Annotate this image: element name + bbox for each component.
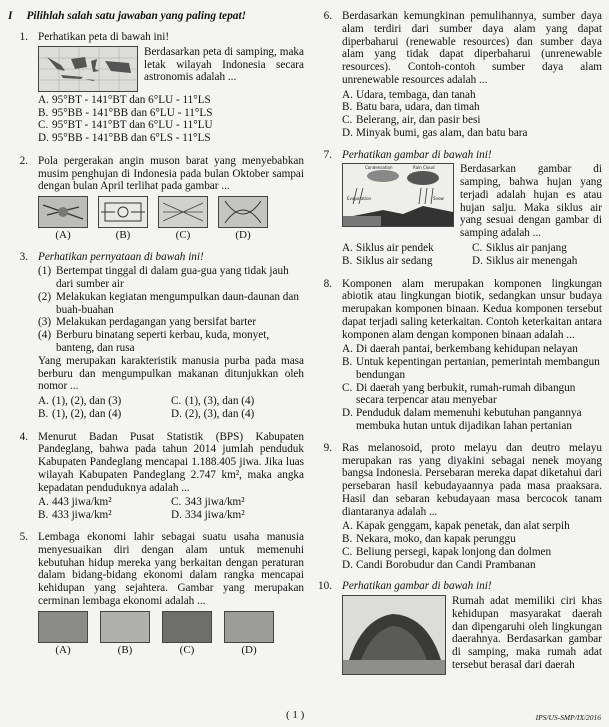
photo-d-image xyxy=(224,611,274,643)
photo-b-image xyxy=(100,611,150,643)
question-text: Ras melanosoid, proto melayu dan deutro melayu merupakan ras yang diyakini sebagai nenek moyang bangsa Indonesia. Persebaran mereka dapat diketahui dari persebaran hasil kebudayaannya pada masa praaksara. Hasil dan sebaran kebudayaan masa bercocok tanam diantaranya adalah ... xyxy=(342,441,602,518)
question-number: 9. xyxy=(323,441,332,454)
option-d[interactable]: D. 95°BB - 141°BB dan 6°LS - 11°LS xyxy=(38,132,211,145)
options-list xyxy=(38,94,304,145)
option-a[interactable]: A. 95°BT - 141°BT dan 6°LU - 11°LS xyxy=(38,93,211,106)
picture-option-a[interactable]: (A) xyxy=(38,611,88,657)
instruction-text: Pilihlah salah satu jawaban yang paling tepat! xyxy=(26,10,247,22)
option-d[interactable]: D. (2), (3), dan (4) xyxy=(171,407,255,420)
question-5 xyxy=(8,531,304,656)
question-prompt: Perhatikan gambar di bawah ini! xyxy=(342,148,492,161)
photo-c-image xyxy=(162,611,212,643)
question-number: 8. xyxy=(323,277,332,290)
picture-option-d[interactable]: (D) xyxy=(224,611,274,657)
question-1 xyxy=(8,31,304,145)
wind-map-b-image xyxy=(98,196,148,228)
picture-options xyxy=(38,196,304,242)
option-d[interactable]: D. Minyak bumi, gas alam, dan batu bara xyxy=(342,126,528,139)
question-text: Yang merupakan karakteristik manusia purba pada masa berburu dan mengumpulkan makanan ditunjukkan oleh nomor ... xyxy=(38,354,304,393)
question-text: Lembaga ekonomi lahir sebagai suatu usaha manusia menyesuaikan diri dengan alam untuk memenuhi kebutuhan hidup mereka yang berkaitan dengan peraturan dalam bidang-bidang ekonomi dalam rangka mencapai kehidupan yang sejahtera. Gambar yang merupakan cerminan lembaga ekonomi adalah ... xyxy=(38,530,304,607)
option-c[interactable]: C. 343 jiwa/km² xyxy=(171,496,245,509)
question-8 xyxy=(312,278,602,433)
option-b[interactable]: B. Siklus air sedang xyxy=(342,254,433,267)
picture-option-a[interactable]: (A) xyxy=(38,196,88,242)
left-column xyxy=(8,10,304,663)
statement-item: (4) Berburu binatang seperti kerbau, kuda, monyet, banteng, dan rusa xyxy=(38,329,270,355)
option-a[interactable]: A. Di daerah pantai, berkembang kehidupan nelayan xyxy=(342,343,578,356)
right-column xyxy=(312,10,602,682)
question-number: 3. xyxy=(19,250,28,263)
question-3 xyxy=(8,251,304,421)
picture-option-c[interactable]: (C) xyxy=(158,196,208,242)
option-d[interactable]: D. 334 jiwa/km² xyxy=(171,509,245,522)
option-a[interactable]: A. 443 jiwa/km² xyxy=(38,496,112,509)
picture-options xyxy=(38,611,304,657)
statement-item: (1) Bertempat tinggal di dalam gua-gua yang tidak jauh dari sumber air xyxy=(38,265,289,291)
wind-map-c-image xyxy=(158,196,208,228)
options-list xyxy=(342,520,602,571)
question-4 xyxy=(8,431,304,522)
question-prompt: Perhatikan peta di bawah ini! xyxy=(38,31,170,43)
question-text: Berdasarkan kemungkinan pemulihannya, sumber daya alam terdiri dari sumber daya alam yang dapat diperbaharui (renewable resources) dan sumber daya alam yang tidak dapat diperbaharui (unrenewable resources). Contoh-contoh sumber daya alam unrenewable resources adalah ... xyxy=(342,10,602,86)
instruction-heading xyxy=(8,10,304,23)
option-c[interactable]: C. 95°BT - 141°BT dan 6°LU - 11°LU xyxy=(38,119,213,132)
question-side-text: Berdasarkan peta di samping, maka letak wilayah Indonesia secara astronomis adalah ... xyxy=(144,45,304,84)
question-number: 7. xyxy=(323,148,332,161)
question-side-text: Rumah adat memiliki ciri khas kehidupan masyarakat daerah dan dipengaruhi oleh lingkungan daerahnya. Berdasarkan gambar di samping, maka rumah adat tersebut berasal dari daerah xyxy=(452,595,602,671)
water-cycle-diagram xyxy=(342,163,454,227)
picture-option-b[interactable]: (B) xyxy=(98,196,148,242)
photo-a-image xyxy=(38,611,88,643)
page-number: ( 1 ) xyxy=(286,709,305,721)
question-text: Komponen alam merupakan komponen lingkungan abiotik atau lingkungan biotik, sedangkan unsur budaya merupakan komponen binaan. Kedua komponen tersebut dapat terjadi saling keterkaitan. Contoh keterkaitan antara komponen alam dengan komponen binaan adalah ... xyxy=(342,277,602,341)
option-d[interactable]: D. Siklus air menengah xyxy=(472,254,578,267)
question-6 xyxy=(312,10,602,140)
option-d[interactable]: D. Candi Borobudur dan Candi Prambanan xyxy=(342,558,536,571)
question-number: 6. xyxy=(323,10,332,22)
option-b[interactable]: B. (1), (2), dan (4) xyxy=(38,407,122,420)
wind-map-a-image xyxy=(38,196,88,228)
document-code: IPS/US-SMP/IX/2016 xyxy=(535,713,601,722)
option-b[interactable]: B. Untuk kepentingan pertanian, pemerintah membangun bendungan xyxy=(342,356,600,381)
picture-option-c[interactable]: (C) xyxy=(162,611,212,657)
question-number: 2. xyxy=(19,154,28,167)
label-condensation: Condensation xyxy=(365,165,393,171)
option-d[interactable]: D. Penduduk dalam memenuhi kebutuhan pangannya membuka hutan untuk dijadikan lahan pertanian xyxy=(342,407,582,432)
question-7 xyxy=(312,149,602,268)
options-list xyxy=(342,89,602,140)
section-roman: I xyxy=(8,10,13,22)
option-a[interactable]: A. Udara, tembaga, dan tanah xyxy=(342,88,476,101)
option-b[interactable]: B. Nekara, moko, dan kapak perunggu xyxy=(342,533,516,546)
options-list xyxy=(38,395,304,421)
question-number: 1. xyxy=(19,31,28,43)
option-c[interactable]: C. Beliung persegi, kapak lonjong dan dolmen xyxy=(342,545,552,558)
wind-map-d-image xyxy=(218,196,268,228)
label-rain-cloud: Rain Cloud xyxy=(413,165,435,171)
option-c[interactable]: C. Belerang, air, dan pasir besi xyxy=(342,114,481,127)
statement-item: (2) Melakukan kegiatan mengumpulkan daun-daunan dan buah-buahan xyxy=(38,290,299,316)
question-9 xyxy=(312,442,602,572)
indonesia-map-image xyxy=(38,46,138,92)
traditional-house-image xyxy=(342,595,446,675)
options-list xyxy=(38,496,304,522)
option-b[interactable]: B. 433 jiwa/km² xyxy=(38,509,112,522)
question-text: Pola pergerakan angin muson barat yang menyebabkan musim penghujan di Indonesia pada bulan Oktober sampai dengan bulan April terlihat pada gambar ... xyxy=(38,154,304,193)
option-c[interactable]: C. (1), (3), dan (4) xyxy=(171,395,255,408)
picture-option-d[interactable]: (D) xyxy=(218,196,268,242)
question-side-text: Berdasarkan gambar di samping, bahwa hujan yang terjadi adalah hujan es atau hujan salju. Maka siklus air yang sesuai dengan gambar di samping adalah ... xyxy=(460,163,602,240)
option-c[interactable]: C. Di daerah yang berbukit, rumah-rumah dibangun secara terpencar atau menyebar xyxy=(342,381,576,407)
question-prompt: Perhatikan gambar di bawah ini! xyxy=(342,580,492,593)
question-number: 10. xyxy=(318,580,332,593)
statement-list xyxy=(38,265,304,354)
option-a[interactable]: A. Kapak genggam, kapak penetak, dan alat serpih xyxy=(342,520,570,533)
option-c[interactable]: C. Siklus air panjang xyxy=(472,242,567,255)
statement-item: (3) Melakukan perdagangan yang bersifat barter xyxy=(38,316,257,329)
question-10 xyxy=(312,580,602,675)
question-number: 5. xyxy=(19,530,28,543)
label-evaporation: Evaporation xyxy=(347,196,372,202)
option-b[interactable]: B. Batu bara, udara, dan timah xyxy=(342,101,480,114)
options-list xyxy=(342,343,602,432)
options-list xyxy=(342,242,602,268)
option-a[interactable]: A. (1), (2), dan (3) xyxy=(38,395,122,408)
option-b[interactable]: B. 95°BB - 141°BB dan 6°LU - 11°LS xyxy=(38,106,213,119)
question-2 xyxy=(8,155,304,242)
question-prompt: Perhatikan pernyataan di bawah ini! xyxy=(38,250,204,263)
question-text: Menurut Badan Pusat Statistik (BPS) Kabupaten Pandeglang, bahwa pada tahun 2014 jumlah penduduk Kabupaten Pandeglang mencapai 1.188.405 jiwa. Jika luas wilayah Kabupaten Pandeglang 2.747 km², maka angka kepadatan penduduknya adalah ... xyxy=(38,430,304,494)
option-a[interactable]: A. Siklus air pendek xyxy=(342,242,434,255)
picture-option-b[interactable]: (B) xyxy=(100,611,150,657)
question-number: 4. xyxy=(19,430,28,443)
label-snow: Snow xyxy=(433,196,444,202)
